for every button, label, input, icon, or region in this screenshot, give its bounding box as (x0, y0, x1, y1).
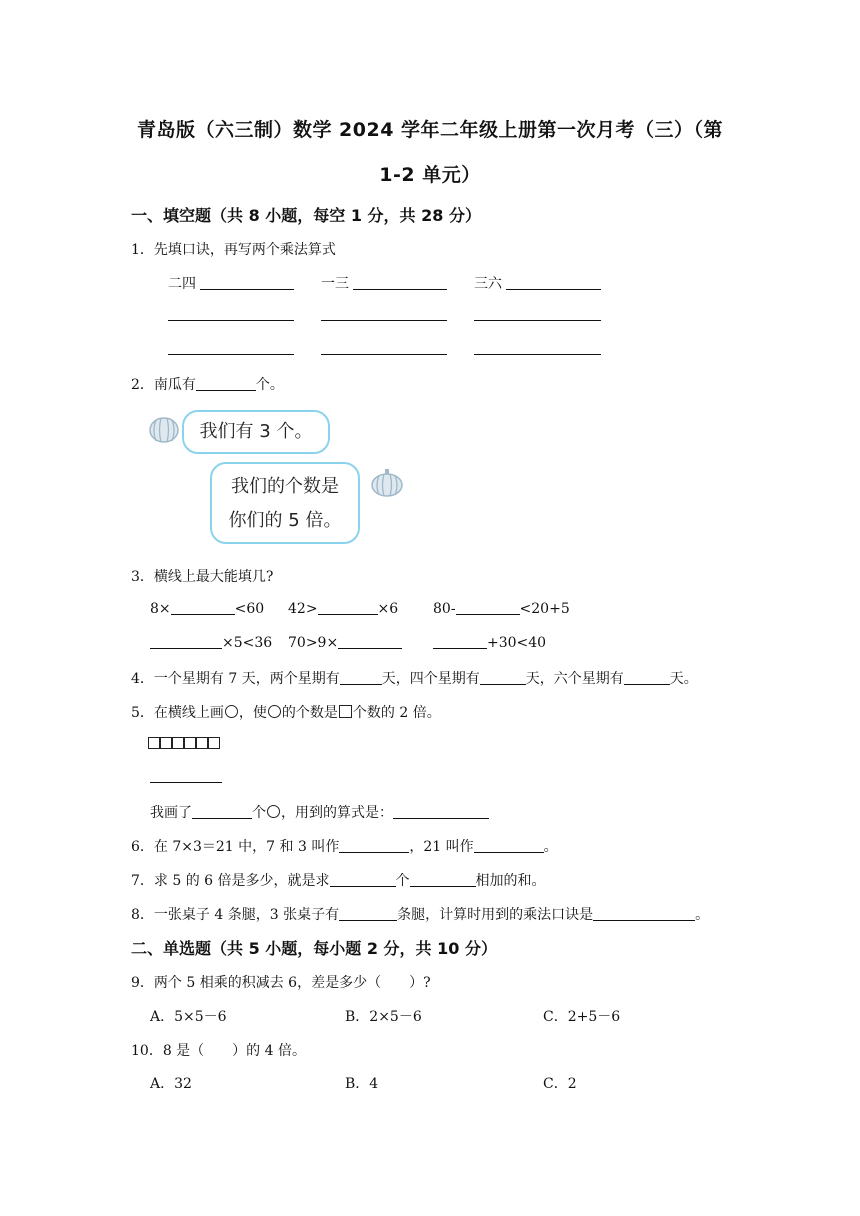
q3-item-6-post: +30<40 (487, 635, 547, 651)
q9-option-b[interactable]: B．2×5－6 (345, 1009, 422, 1025)
q3-answer-line[interactable] (338, 634, 402, 649)
question-8-text (131, 904, 709, 924)
q3-item-5-pre: 70>9× (288, 635, 339, 651)
circle-icon (267, 805, 280, 818)
q7-text-1: 7．求 5 的 6 倍是多少，就是求 (131, 873, 330, 889)
q8-answer-line[interactable] (593, 906, 695, 921)
q1-label-b: 一三 (321, 276, 349, 292)
q3-item-3-post: <20+5 (519, 601, 570, 617)
q10-option-b[interactable]: B．4 (345, 1076, 379, 1092)
q4-text-1: 4．一个星期有 7 天，两个星期有 (131, 671, 340, 687)
q3-answer-line[interactable] (171, 600, 235, 615)
q5-answer-row (150, 802, 489, 822)
q7-text-3: 相加的和。 (475, 873, 546, 889)
pumpkin-icon (148, 414, 180, 444)
q3-answer-line[interactable] (433, 634, 487, 649)
q3-item-4 (150, 634, 272, 651)
square-icon (208, 737, 220, 749)
square-icon (196, 737, 208, 749)
q8-text-3: 。 (695, 907, 710, 923)
section-heading-single-choice: 二、单选题（共 5 小题，每小题 2 分，共 10 分） (131, 939, 497, 958)
q8-text-2: 条腿，计算时用到的乘法口诀是 (397, 907, 594, 923)
q6-text-1: 6．在 7×3＝21 中，7 和 3 叫作 (131, 839, 340, 855)
q5-text-3: 的个数是 (281, 705, 338, 721)
q1-label-c: 三六 (474, 276, 502, 292)
q3-item-3 (433, 600, 570, 617)
q9-option-a[interactable]: A．5×5－6 (150, 1009, 227, 1025)
square-icon (148, 737, 160, 749)
q6-answer-line[interactable] (339, 838, 409, 853)
q3-item-2 (288, 600, 398, 617)
question-7-text (131, 870, 546, 890)
q5-text-1: 5．在横线上画 (131, 705, 224, 721)
square-icon (339, 705, 352, 718)
q3-answer-line[interactable] (150, 634, 222, 649)
q5-count-line[interactable] (192, 804, 252, 819)
q1-formula-line[interactable] (321, 320, 447, 321)
q5-draw-post: ，用到的算式是： (281, 805, 393, 821)
speech-bubble-2 (210, 462, 360, 544)
q2-text-pre: 2．南瓜有 (131, 377, 196, 393)
pumpkin-icon (370, 468, 404, 498)
question-3-text: 3．横线上最大能填几? (131, 569, 274, 585)
q5-formula-line[interactable] (393, 804, 489, 819)
question-6-text (131, 836, 558, 856)
q10-option-c[interactable]: C．2 (543, 1076, 577, 1092)
q5-text-4: 个数的 2 倍。 (352, 705, 441, 721)
bubble-1-text: 我们有 3 个。 (199, 421, 313, 442)
q1-formula-line[interactable] (474, 320, 601, 321)
q8-answer-line[interactable] (339, 906, 397, 921)
q1-answer-line-c[interactable] (506, 289, 601, 290)
q4-text-2: 天，四个星期有 (381, 671, 480, 687)
q7-answer-line[interactable] (410, 872, 476, 887)
q5-draw-pre: 我画了 (150, 805, 192, 821)
page-title-line1: 青岛版（六三制）数学 2024 学年二年级上册第一次月考（三）（第 (136, 119, 724, 141)
question-1-text: 1．先填口诀，再写两个乘法算式 (131, 242, 336, 258)
q9-option-c[interactable]: C．2+5－6 (543, 1009, 621, 1025)
bubble-2-line-2: 你们的 5 倍。 (228, 510, 342, 531)
question-2-text (131, 374, 284, 394)
q7-text-2: 个 (395, 873, 410, 889)
q3-item-1-post: <60 (234, 601, 265, 617)
q7-answer-line[interactable] (330, 872, 396, 887)
q4-answer-line[interactable] (480, 670, 526, 685)
q1-answer-line-a[interactable] (200, 289, 294, 290)
square-icon (172, 737, 184, 749)
q6-answer-line[interactable] (474, 838, 544, 853)
q3-item-4-post: ×5<36 (222, 635, 273, 651)
q10-option-a[interactable]: A．32 (150, 1076, 192, 1092)
q8-text-1: 8．一张桌子 4 条腿，3 张桌子有 (131, 907, 340, 923)
q1-formula-line[interactable] (168, 354, 294, 355)
q4-answer-line[interactable] (340, 670, 382, 685)
bubble-2-line-1: 我们的个数是 (231, 476, 339, 497)
q3-item-1-pre: 8× (150, 601, 171, 617)
question-9-text: 9．两个 5 相乘的积减去 6，差是多少（ ）? (131, 975, 431, 991)
q3-item-2-post: ×6 (377, 601, 399, 617)
q2-text-post: 个。 (255, 377, 284, 393)
q2-answer-line[interactable] (196, 376, 256, 391)
q3-answer-line[interactable] (318, 600, 378, 615)
circle-icon (268, 705, 281, 718)
q3-answer-line[interactable] (456, 600, 520, 615)
q1-formula-line[interactable] (474, 354, 601, 355)
q3-item-5 (288, 634, 402, 651)
question-4-text (131, 668, 698, 688)
q1-formula-line[interactable] (321, 354, 447, 355)
q6-text-3: 。 (543, 839, 558, 855)
q1-formula-line[interactable] (168, 320, 294, 321)
circle-icon (225, 705, 238, 718)
q5-drawing-line[interactable] (150, 782, 222, 783)
q5-text-2: ，使 (238, 705, 267, 721)
q6-text-2: ，21 叫作 (409, 839, 474, 855)
q1-label-a: 二四 (168, 276, 196, 292)
q4-text-4: 天。 (669, 671, 698, 687)
q3-item-6 (433, 634, 546, 651)
square-icon (184, 737, 196, 749)
page-title-line2: 1-2 单元） (379, 164, 481, 186)
q3-item-3-pre: 80- (433, 601, 456, 617)
question-5-text (131, 702, 441, 722)
question-10-text: 10．8 是（ ）的 4 倍。 (131, 1043, 306, 1059)
q3-item-1 (150, 600, 264, 617)
q5-squares-row (148, 737, 220, 749)
q3-item-2-pre: 42> (288, 601, 318, 617)
q4-answer-line[interactable] (624, 670, 670, 685)
q5-draw-mid: 个 (252, 805, 266, 821)
q4-text-3: 天，六个星期有 (525, 671, 624, 687)
section-heading-fill-in: 一、填空题（共 8 小题，每空 1 分，共 28 分） (131, 206, 481, 225)
q1-answer-line-b[interactable] (353, 289, 447, 290)
square-icon (160, 737, 172, 749)
speech-bubble-1 (182, 410, 330, 454)
